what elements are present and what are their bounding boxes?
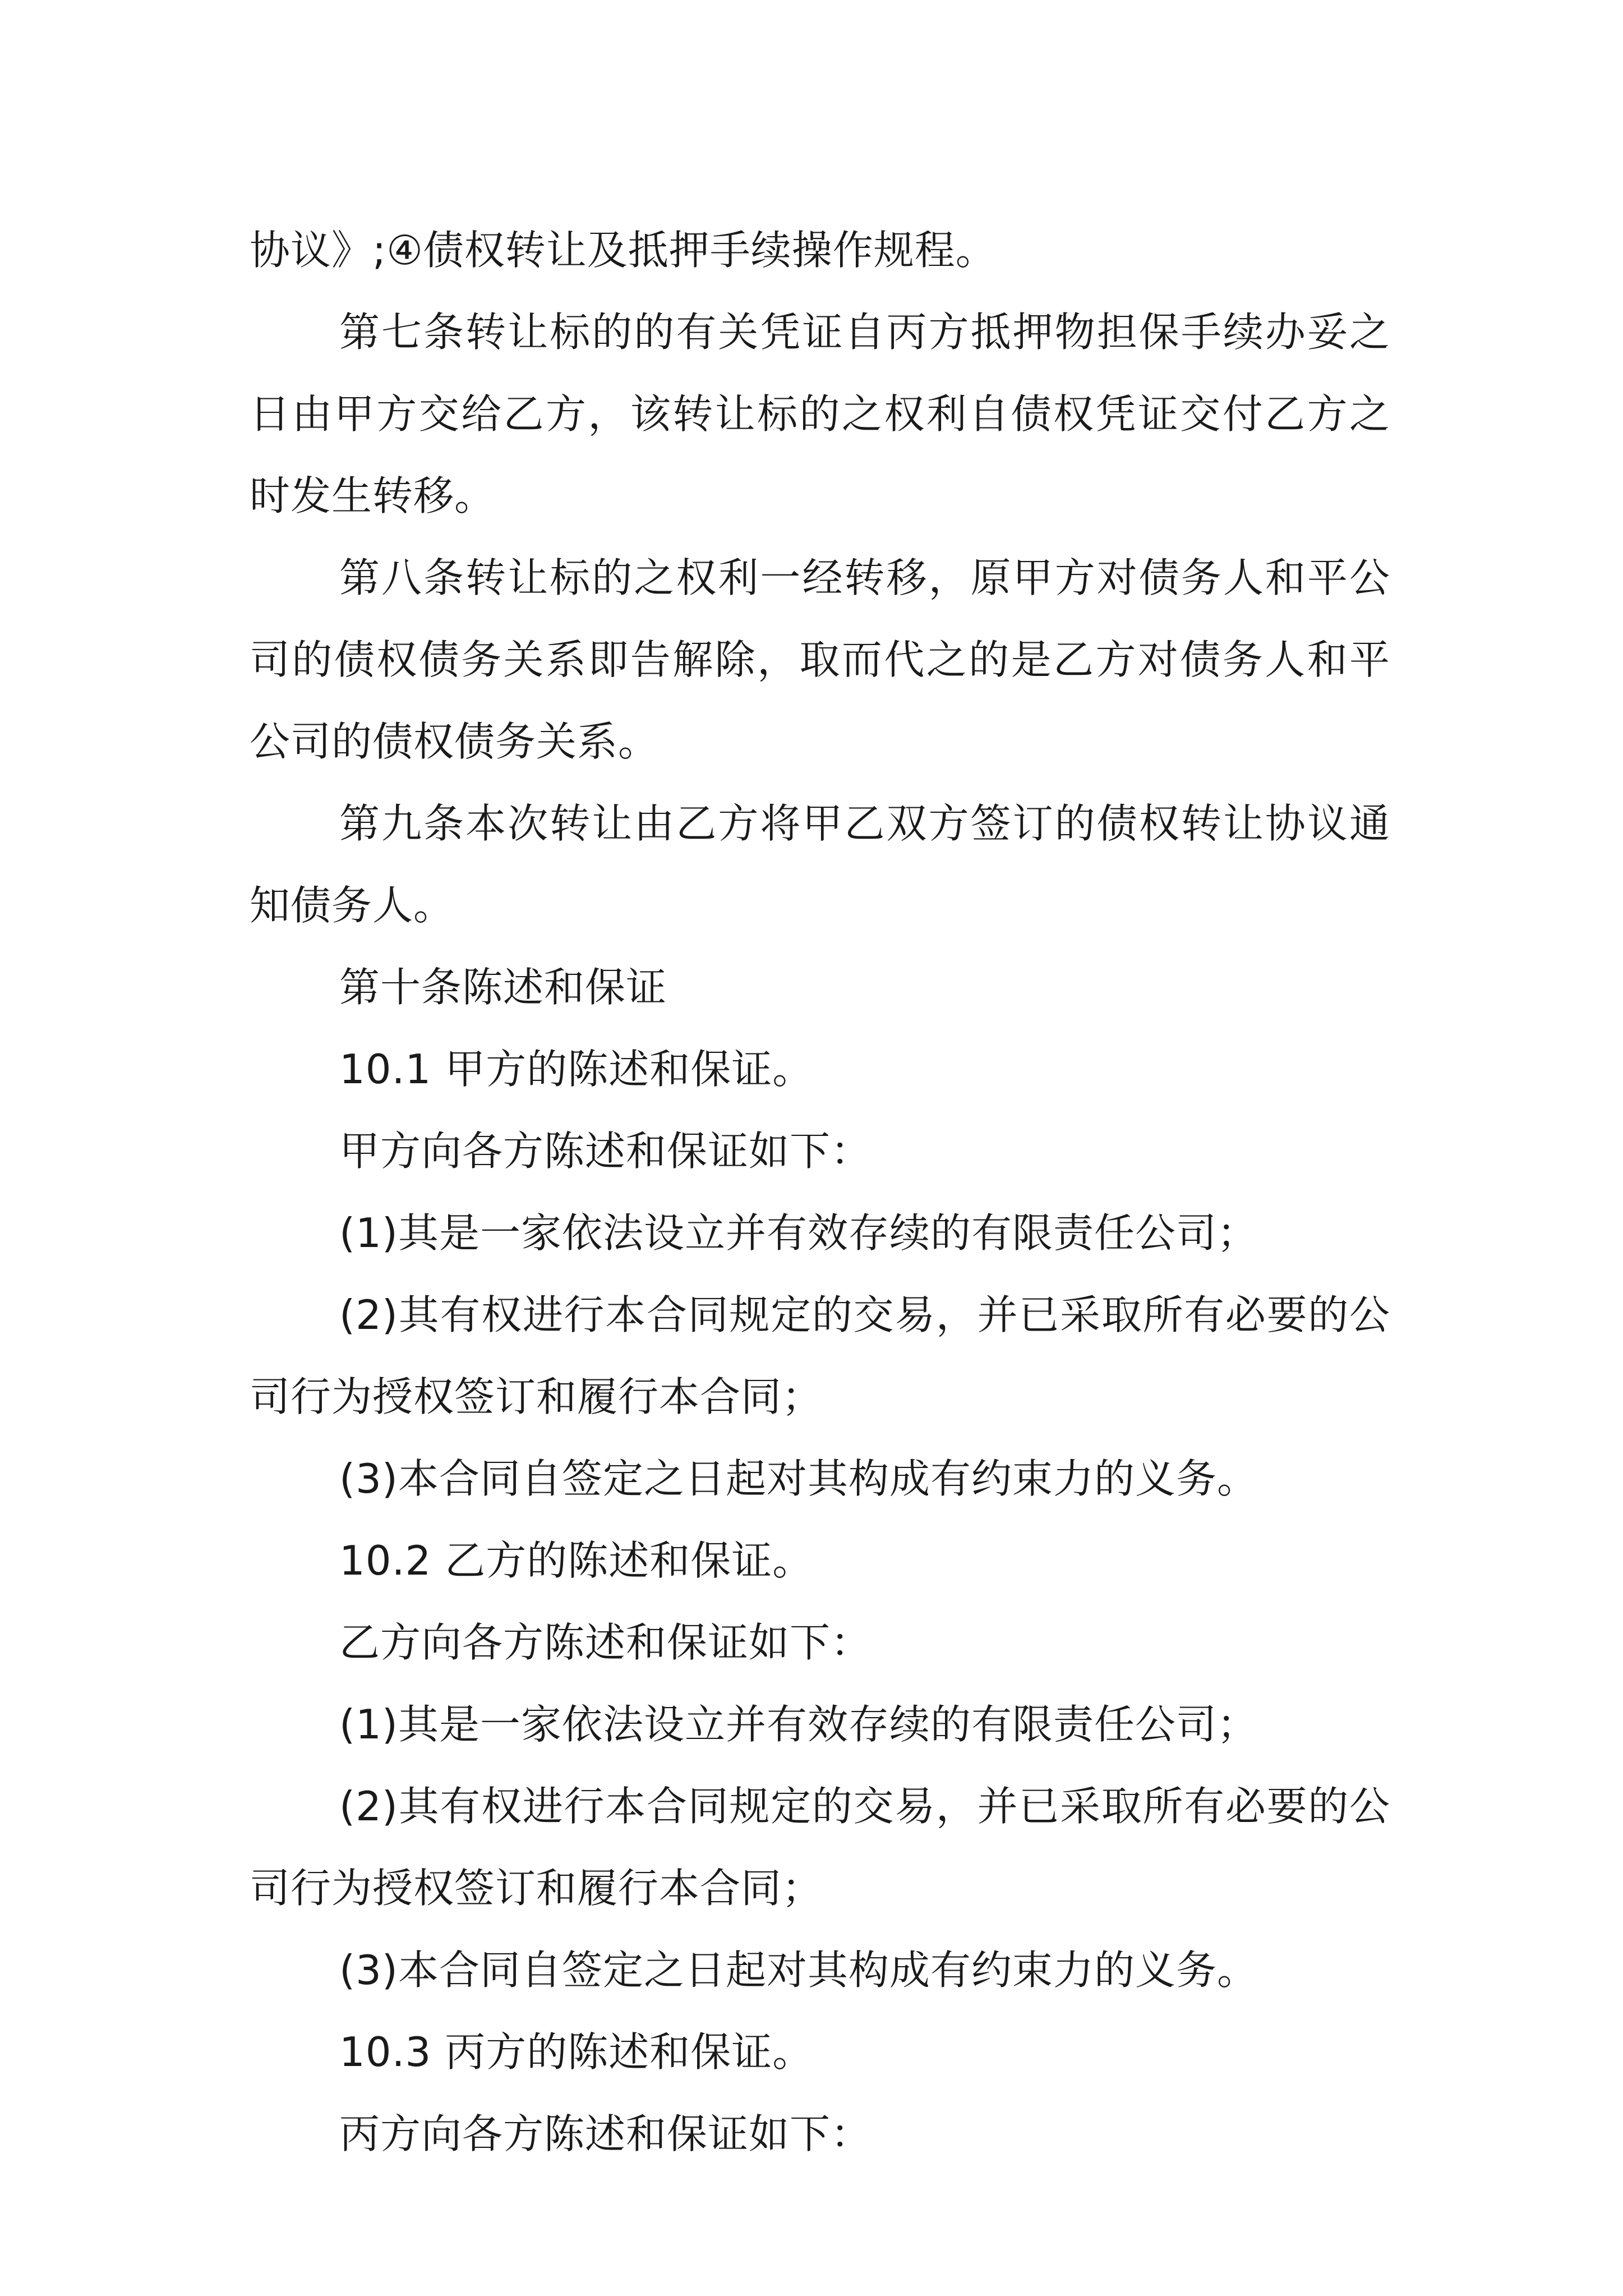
paragraph: 协议》;④债权转让及抵押手续操作规程。	[250, 227, 997, 274]
list-item: (3)本合同自签定之日起对其构成有约束力的义务。	[339, 1455, 1258, 1502]
subsection-heading: 10.1 甲方的陈述和保证。	[339, 1046, 814, 1093]
paragraph: 乙方向各方陈述和保证如下：	[339, 1619, 872, 1666]
list-item: (1)其是一家依法设立并有效存续的有限责任公司；	[339, 1701, 1258, 1748]
list-item: (1)其是一家依法设立并有效存续的有限责任公司；	[339, 1209, 1258, 1257]
list-item: (2)其有权进行本合同规定的交易，并已采取所有必要的公司行为授权签订和履行本合同；	[250, 1783, 1390, 1912]
paragraph: 丙方向各方陈述和保证如下：	[339, 2110, 872, 2157]
paragraph: 第九条本次转让由乙方将甲乙双方签订的债权转让协议通知债务人。	[250, 800, 1390, 929]
document-body	[250, 209, 1390, 2175]
paragraph: 第八条转让标的之权利一经转移，原甲方对债务人和平公司的债权债务关系即告解除，取而代之的是乙方对债务人和平公司的债权债务关系。	[250, 554, 1390, 765]
subsection-heading: 10.3 丙方的陈述和保证。	[339, 2028, 814, 2076]
list-item: (2)其有权进行本合同规定的交易，并已采取所有必要的公司行为授权签订和履行本合同；	[250, 1291, 1390, 1420]
paragraph: 甲方向各方陈述和保证如下：	[339, 1128, 872, 1175]
subsection-heading: 10.2 乙方的陈述和保证。	[339, 1537, 814, 1584]
list-item: (3)本合同自签定之日起对其构成有约束力的义务。	[339, 1947, 1258, 1994]
section-heading: 第十条陈述和保证	[339, 964, 667, 1011]
paragraph: 第七条转让标的的有关凭证自丙方抵押物担保手续办妥之日由甲方交给乙方，该转让标的之权利自债权凭证交付乙方之时发生转移。	[250, 309, 1390, 519]
